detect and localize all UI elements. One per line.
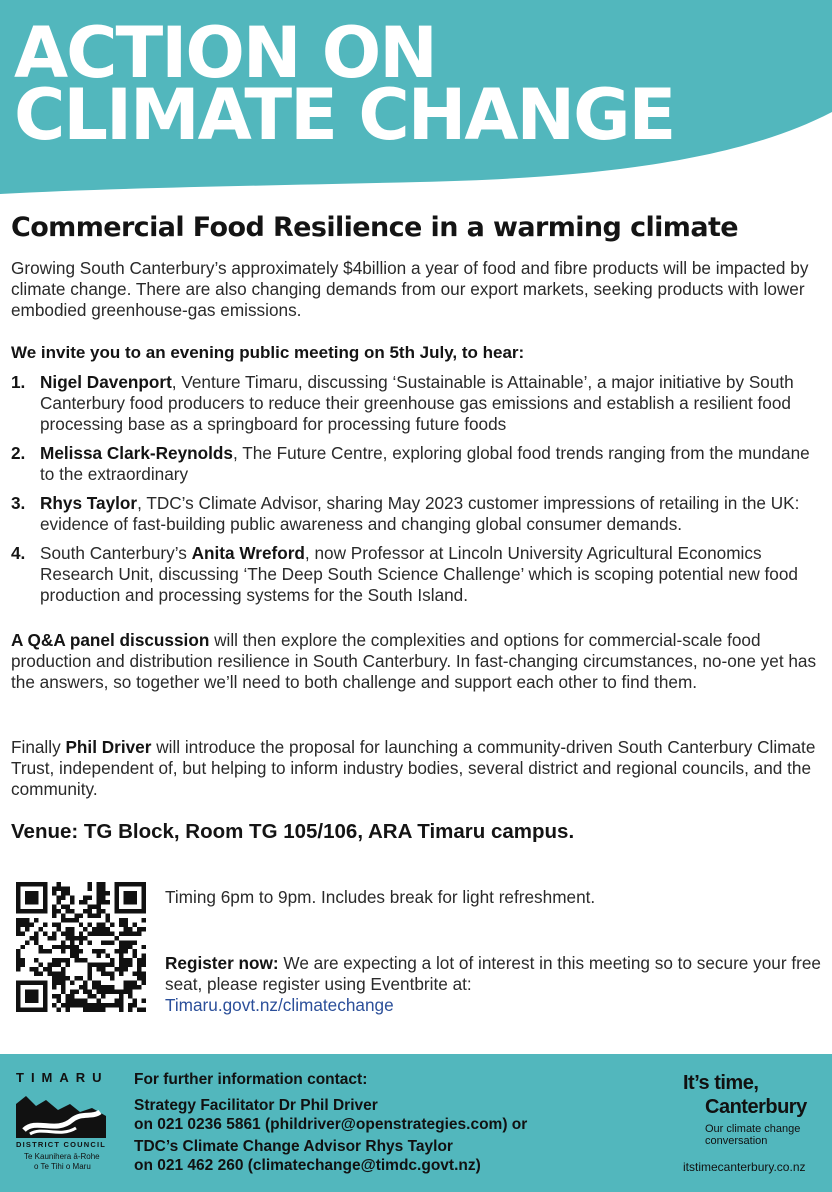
council-logo-maori-line-1: Te Kaunihera ā-Rohe: [24, 1152, 100, 1161]
speaker-item: [11, 493, 826, 535]
page-title: Commercial Food Resilience in a warming climate: [11, 212, 738, 243]
council-logo-icon: [16, 1090, 106, 1138]
campaign-brand-line-1: It’s time,: [683, 1072, 759, 1094]
banner-title-line-2: CLIMATE CHANGE: [14, 74, 675, 156]
list-number: 3.: [11, 493, 26, 513]
council-logo-maori-line-2: o Te Tihi o Maru: [34, 1162, 91, 1171]
finally-bold: Phil Driver: [65, 737, 152, 757]
register-bold: Register now:: [165, 953, 279, 973]
intro-paragraph: Growing South Canterbury’s approximately $4billion a year of food and fibre products will be impacted by climate change. There are also changing demands from our export markets, seeking products with lower embodied greenhouse-gas emissions.: [11, 258, 809, 320]
register-link[interactable]: Timaru.govt.nz/climatechange: [165, 995, 394, 1015]
list-number: 1.: [11, 372, 26, 392]
campaign-brand-line-2: Canterbury: [705, 1096, 807, 1118]
speaker-list: [11, 372, 826, 614]
finally-paragraph: [11, 737, 826, 800]
finally-prefix: Finally: [11, 737, 66, 757]
contact-2-title: TDC’s Climate Change Advisor Rhys Taylor: [134, 1138, 453, 1155]
panel-paragraph: [11, 630, 826, 693]
header-banner: [0, 0, 832, 200]
speaker-name: Rhys Taylor: [40, 493, 138, 513]
campaign-tagline-1: Our climate change: [705, 1123, 801, 1135]
footer: [0, 1054, 832, 1192]
campaign-tagline-2: conversation: [705, 1135, 768, 1147]
speaker-description: , TDC’s Climate Advisor, sharing May 2023 customer impressions of retailing in the UK: evidence of fast-building public awareness and changing global consumer demands.: [40, 493, 800, 534]
list-number: 2.: [11, 443, 26, 463]
timing-text: Timing 6pm to 9pm. Includes break for light refreshment.: [165, 887, 596, 907]
banner-title: [14, 12, 675, 156]
panel-text: will then explore the complexities and options for commercial-scale food production and distribution resilience in South Canterbury. In fast-changing circumstances, no-one yet has the answers, so together we’ll need to both challenge and support each other to find them.: [11, 630, 817, 692]
speaker-item: [11, 443, 826, 485]
speaker-name: Nigel Davenport: [40, 372, 172, 392]
speaker-item: [11, 372, 826, 435]
venue-heading: Venue: TG Block, Room TG 105/106, ARA Timaru campus.: [11, 820, 575, 843]
banner-title-line-1: ACTION ON: [14, 12, 436, 94]
speaker-name: Anita Wreford: [191, 543, 305, 563]
contact-1-detail[interactable]: on 021 0236 5861 (phildriver@openstrategies.com) or: [134, 1116, 528, 1133]
list-number: 4.: [11, 543, 26, 563]
speaker-prefix: South Canterbury’s: [40, 543, 192, 563]
speaker-description: , The Future Centre, exploring global food trends ranging from the mundane to the extraordinary: [40, 443, 810, 484]
invite-heading: We invite you to an evening public meeting on 5th July, to hear:: [11, 343, 525, 362]
speaker-description: , now Professor at Lincoln University Agricultural Economics Research Unit, discussing ‘The Deep South Science Challenge’ which is scoping potential new food production and processing systems for the South Island.: [40, 543, 798, 605]
contact-1-title: Strategy Facilitator Dr Phil Driver: [134, 1097, 378, 1114]
panel-bold: A Q&A panel discussion: [11, 630, 210, 650]
speaker-name: Melissa Clark-Reynolds: [40, 443, 233, 463]
council-logo-title: TIMARU: [16, 1070, 109, 1085]
council-logo-subtitle: DISTRICT COUNCIL: [16, 1140, 107, 1149]
contact-block: [134, 1070, 527, 1175]
speaker-description: , Venture Timaru, discussing ‘Sustainable is Attainable’, a major initiative by South Canterbury food producers to reduce their greenhouse gas emissions and establish a resilient food processing base as a springboard for processing future foods: [40, 372, 794, 434]
contact-2-detail[interactable]: on 021 462 260 (climatechange@timdc.govt.nz): [134, 1157, 481, 1174]
register-paragraph: [165, 953, 825, 1016]
campaign-url-link[interactable]: itstimecanterbury.co.nz: [683, 1160, 806, 1174]
register-text: We are expecting a lot of interest in this meeting so to secure your free seat, please register using Eventbrite at:: [165, 953, 821, 994]
speaker-item: [11, 543, 826, 606]
contact-heading: For further information contact:: [134, 1071, 368, 1088]
qr-code-icon[interactable]: [16, 882, 146, 1012]
finally-text: will introduce the proposal for launching a community-driven South Canterbury Climate Trust, independent of, but helping to inform industry bodies, several district and regional councils, and the community.: [11, 737, 816, 799]
